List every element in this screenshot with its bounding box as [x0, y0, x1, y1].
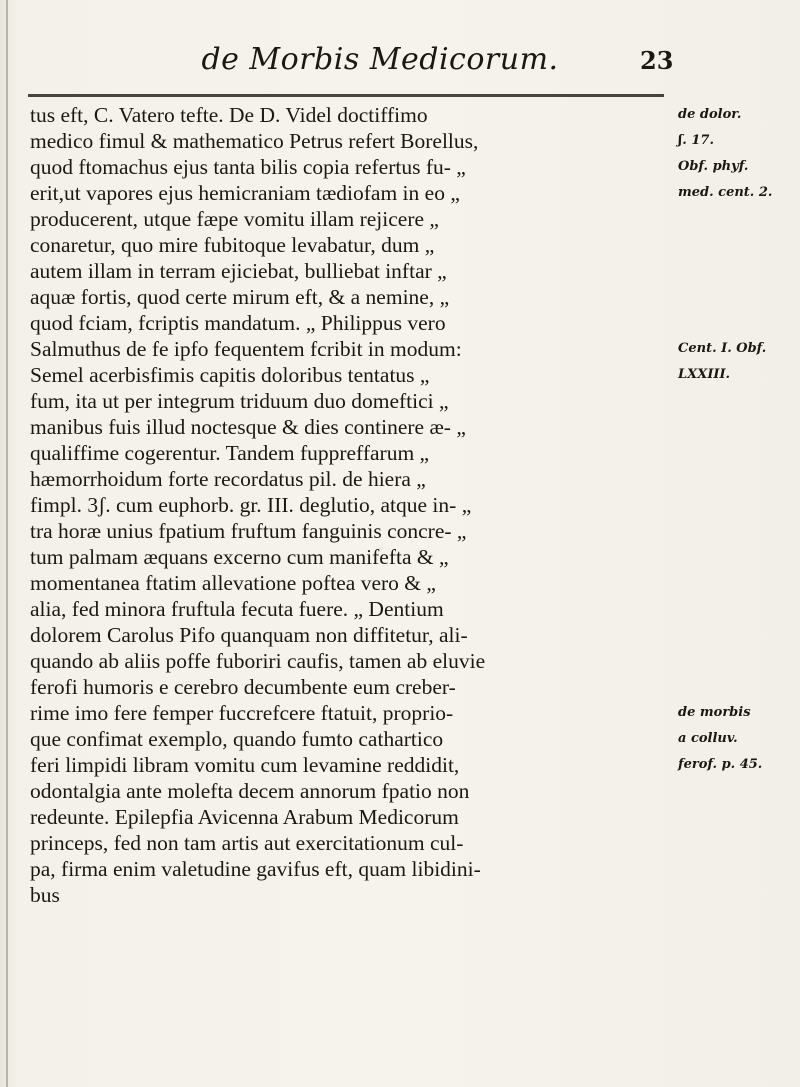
marginal-note: Obf. phyf. [678, 159, 749, 174]
header-rule [28, 94, 664, 97]
text-line: odontalgia ante molefta decem annorum fpatio non [30, 779, 470, 803]
text-line: alia, fed minora fruftula fecuta fuere. „ Dentium [30, 597, 444, 621]
marginal-note: de morbis [678, 705, 751, 720]
text-line: conaretur, quo mire fubitoque levabatur, dum „ [30, 233, 435, 257]
text-line: pa, firma enim valetudine gavifus eft, quam libidini- [30, 857, 481, 881]
text-line: fum, ita ut per integrum triduum duo domeftici „ [30, 389, 449, 413]
text-line: qualiffime cogerentur. Tandem fuppreffarum „ [30, 441, 430, 465]
text-line: quod fciam, fcriptis mandatum. „ Philippus vero [30, 311, 446, 335]
running-head: de Morbis Medicorum. [201, 42, 559, 77]
text-line: momentanea ftatim allevatione poftea vero & „ [30, 571, 436, 595]
text-line: dolorem Carolus Pifo quanquam non diffitetur, ali- [30, 623, 468, 647]
text-line: rime imo fere femper fuccrefcere ftatuit, proprio- [30, 701, 454, 725]
text-line: producerent, utque fæpe vomitu illam rejicere „ [30, 207, 439, 231]
marginal-note: ʃ. 17. [678, 133, 714, 148]
binding-edge [6, 0, 8, 1087]
text-line: princeps, fed non tam artis aut exercitationum cul- [30, 831, 464, 855]
body-text [30, 102, 670, 908]
marginal-note: ferof. p. 45. [678, 757, 763, 772]
text-line: manibus fuis illud noctesque & dies continere æ- „ [30, 415, 466, 439]
page-number: 23 [640, 46, 674, 75]
text-line: autem illam in terram ejiciebat, bulliebat inftar „ [30, 259, 447, 283]
text-line: aquæ fortis, quod certe mirum eft, & a nemine, „ [30, 285, 450, 309]
text-line: bus [30, 883, 60, 907]
text-line: Salmuthus de fe ipfo fequentem fcribit in modum: [30, 337, 462, 361]
marginal-note: Cent. I. Obf. [678, 341, 767, 356]
text-line: tus eft, C. Vatero tefte. De D. Videl doctiffimo [30, 103, 428, 127]
text-line: redeunte. Epilepfia Avicenna Arabum Medicorum [30, 805, 459, 829]
page-header [0, 40, 800, 90]
marginal-note: med. cent. 2. [678, 185, 773, 200]
text-line: quando ab aliis poffe fuboriri caufis, tamen ab eluvie [30, 649, 486, 673]
text-line: hæmorrhoidum forte recordatus pil. de hiera „ [30, 467, 426, 491]
marginal-note: de dolor. [678, 107, 742, 122]
text-line: tra horæ unius fpatium fruftum fanguinis concre- „ [30, 519, 467, 543]
text-line: quod ftomachus ejus tanta bilis copia refertus fu- „ [30, 155, 466, 179]
marginal-note: a colluv. [678, 731, 738, 746]
text-line: ferofi humoris e cerebro decumbente eum creber- [30, 675, 456, 699]
text-line: que confimat exemplo, quando fumto cathartico [30, 727, 444, 751]
text-line: tum palmam æquans excerno cum manifefta & „ [30, 545, 449, 569]
text-line: feri limpidi libram vomitu cum levamine reddidit, [30, 753, 460, 777]
text-line: medico fimul & mathematico Petrus refert Borellus, [30, 129, 479, 153]
text-line: erit,ut vapores ejus hemicraniam tædiofam in eo „ [30, 181, 460, 205]
text-line: Semel acerbisfimis capitis doloribus tentatus „ [30, 363, 430, 387]
marginal-note: LXXIII. [678, 367, 731, 382]
text-line: fimpl. 3ʃ. cum euphorb. gr. III. deglutio, atque in- „ [30, 493, 472, 517]
